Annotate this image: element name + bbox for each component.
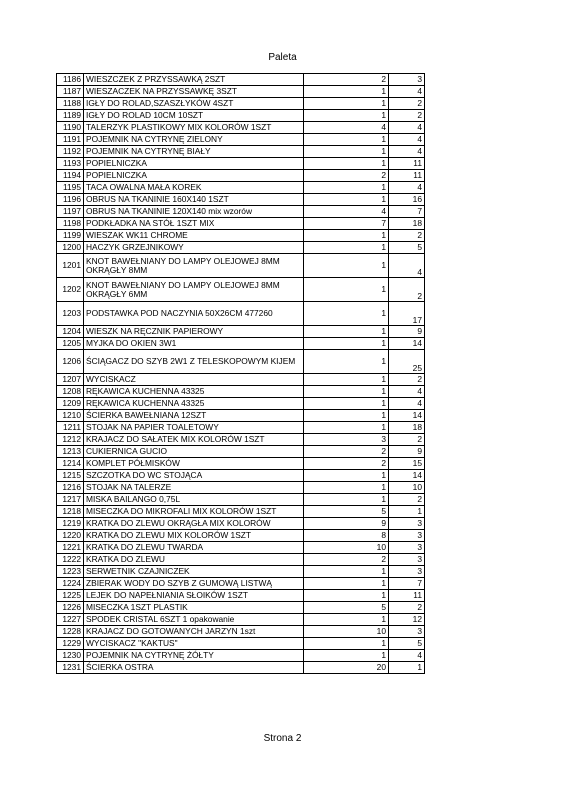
table-row: [57, 386, 425, 398]
item-name: STOJAK NA TALERZE: [84, 482, 304, 494]
row-id: 1195: [57, 182, 84, 194]
item-name: POPIELNICZKA: [84, 170, 304, 182]
row-id: 1213: [57, 446, 84, 458]
table-row: [57, 638, 425, 650]
item-pallet: 3: [389, 542, 425, 554]
row-id: 1198: [57, 218, 84, 230]
item-pallet: 4: [389, 386, 425, 398]
row-id: 1231: [57, 662, 84, 674]
item-name: HACZYK GRZEJNIKOWY: [84, 242, 304, 254]
item-quantity: 2: [304, 170, 389, 182]
item-quantity: 1: [304, 326, 389, 338]
table-row: [57, 518, 425, 530]
item-quantity: 1: [304, 578, 389, 590]
row-id: 1226: [57, 602, 84, 614]
row-id: 1202: [57, 278, 84, 302]
table-row: [57, 170, 425, 182]
row-id: 1221: [57, 542, 84, 554]
item-name: POJEMNIK NA CYTRYNĘ BIAŁY: [84, 146, 304, 158]
item-pallet: 4: [389, 134, 425, 146]
item-name: WYCISKACZ "KAKTUS": [84, 638, 304, 650]
item-pallet: 18: [389, 218, 425, 230]
row-id: 1215: [57, 470, 84, 482]
item-pallet: 9: [389, 446, 425, 458]
item-pallet: 7: [389, 206, 425, 218]
table-row: [57, 434, 425, 446]
row-id: 1196: [57, 194, 84, 206]
item-quantity: 1: [304, 638, 389, 650]
item-name: KRATKA DO ZLEWU: [84, 554, 304, 566]
row-id: 1214: [57, 458, 84, 470]
item-pallet: 11: [389, 170, 425, 182]
row-id: 1224: [57, 578, 84, 590]
item-name: ŚCIĄGACZ DO SZYB 2W1 Z TELESKOPOWYM KIJEM: [84, 350, 304, 374]
table-row: [57, 530, 425, 542]
item-name: TACA OWALNA MAŁA KOREK: [84, 182, 304, 194]
table-row: [57, 194, 425, 206]
table-row: [57, 470, 425, 482]
item-quantity: 1: [304, 494, 389, 506]
item-name: RĘKAWICA KUCHENNA 43325: [84, 386, 304, 398]
table-row: [57, 146, 425, 158]
table-row: [57, 578, 425, 590]
item-name: LEJEK DO NAPEŁNIANIA SŁOIKÓW 1SZT: [84, 590, 304, 602]
table-row: [57, 374, 425, 386]
item-quantity: 2: [304, 446, 389, 458]
item-name: ŚCIERKA OSTRA: [84, 662, 304, 674]
item-quantity: 1: [304, 410, 389, 422]
row-id: 1191: [57, 134, 84, 146]
row-id: 1190: [57, 122, 84, 134]
item-quantity: 1: [304, 134, 389, 146]
item-quantity: 8: [304, 530, 389, 542]
items-table: [56, 73, 425, 674]
row-id: 1201: [57, 254, 84, 278]
item-quantity: 1: [304, 194, 389, 206]
item-pallet: 5: [389, 638, 425, 650]
item-quantity: 5: [304, 602, 389, 614]
item-quantity: 1: [304, 110, 389, 122]
row-id: 1229: [57, 638, 84, 650]
item-pallet: 18: [389, 422, 425, 434]
item-pallet: 2: [389, 494, 425, 506]
item-pallet: 12: [389, 614, 425, 626]
row-id: 1228: [57, 626, 84, 638]
row-id: 1193: [57, 158, 84, 170]
item-pallet: 1: [389, 506, 425, 518]
row-id: 1199: [57, 230, 84, 242]
item-quantity: 1: [304, 482, 389, 494]
item-quantity: 20: [304, 662, 389, 674]
item-pallet: 5: [389, 242, 425, 254]
table-row: [57, 86, 425, 98]
row-id: 1216: [57, 482, 84, 494]
table-row: [57, 554, 425, 566]
item-pallet: 2: [389, 434, 425, 446]
item-name: ŚCIERKA BAWEŁNIANA 12SZT: [84, 410, 304, 422]
table-row: [57, 446, 425, 458]
item-pallet: 4: [389, 254, 425, 278]
table-row: [57, 206, 425, 218]
row-id: 1211: [57, 422, 84, 434]
item-quantity: 4: [304, 122, 389, 134]
row-id: 1212: [57, 434, 84, 446]
row-id: 1206: [57, 350, 84, 374]
table-row: [57, 458, 425, 470]
item-pallet: 4: [389, 146, 425, 158]
row-id: 1227: [57, 614, 84, 626]
item-pallet: 25: [389, 350, 425, 374]
table-row: [57, 398, 425, 410]
row-id: 1200: [57, 242, 84, 254]
item-quantity: 1: [304, 422, 389, 434]
table-row: [57, 602, 425, 614]
item-pallet: 4: [389, 398, 425, 410]
item-name: KRATKA DO ZLEWU TWARDA: [84, 542, 304, 554]
row-id: 1203: [57, 302, 84, 326]
item-name: KNOT BAWEŁNIANY DO LAMPY OLEJOWEJ 8MM OKRĄGŁY 8MM: [84, 254, 304, 278]
item-pallet: 9: [389, 326, 425, 338]
table-row: [57, 242, 425, 254]
table-row: [57, 110, 425, 122]
table-row: [57, 74, 425, 86]
items-table-body: [57, 74, 425, 674]
item-name: IGŁY DO ROLAD,SZASZŁYKÓW 4SZT: [84, 98, 304, 110]
table-row: [57, 326, 425, 338]
row-id: 1205: [57, 338, 84, 350]
item-quantity: 1: [304, 374, 389, 386]
item-quantity: 1: [304, 278, 389, 302]
row-id: 1210: [57, 410, 84, 422]
row-id: 1209: [57, 398, 84, 410]
table-row: [57, 410, 425, 422]
table-row: [57, 302, 425, 326]
item-name: WIESZCZEK Z PRZYSSAWKĄ 2SZT: [84, 74, 304, 86]
item-quantity: 1: [304, 470, 389, 482]
page-header-title: Paleta: [268, 52, 297, 63]
item-quantity: 1: [304, 350, 389, 374]
item-quantity: 2: [304, 74, 389, 86]
item-quantity: 1: [304, 614, 389, 626]
table-row: [57, 590, 425, 602]
table-row: [57, 98, 425, 110]
row-id: 1197: [57, 206, 84, 218]
table-row: [57, 566, 425, 578]
item-name: SPODEK CRISTAL 6SZT 1 opakowanie: [84, 614, 304, 626]
item-name: RĘKAWICA KUCHENNA 43325: [84, 398, 304, 410]
row-id: 1222: [57, 554, 84, 566]
item-quantity: 1: [304, 398, 389, 410]
item-quantity: 1: [304, 86, 389, 98]
item-pallet: 11: [389, 158, 425, 170]
item-pallet: 4: [389, 182, 425, 194]
item-quantity: 1: [304, 146, 389, 158]
item-name: MISKA BAILANGO 0,75L: [84, 494, 304, 506]
item-quantity: 1: [304, 242, 389, 254]
row-id: 1186: [57, 74, 84, 86]
row-id: 1208: [57, 386, 84, 398]
row-id: 1204: [57, 326, 84, 338]
item-name: IGŁY DO ROLAD 10CM 10SZT: [84, 110, 304, 122]
item-pallet: 3: [389, 554, 425, 566]
item-quantity: 1: [304, 158, 389, 170]
item-pallet: 3: [389, 530, 425, 542]
item-quantity: 2: [304, 458, 389, 470]
item-name: KOMPLET PÓŁMISKÓW: [84, 458, 304, 470]
item-quantity: 1: [304, 386, 389, 398]
item-quantity: 3: [304, 434, 389, 446]
item-quantity: 9: [304, 518, 389, 530]
item-quantity: 1: [304, 230, 389, 242]
row-id: 1188: [57, 98, 84, 110]
row-id: 1207: [57, 374, 84, 386]
item-pallet: 3: [389, 518, 425, 530]
item-pallet: 4: [389, 86, 425, 98]
item-pallet: 2: [389, 602, 425, 614]
row-id: 1225: [57, 590, 84, 602]
item-quantity: 1: [304, 254, 389, 278]
row-id: 1220: [57, 530, 84, 542]
row-id: 1218: [57, 506, 84, 518]
item-quantity: 1: [304, 182, 389, 194]
item-quantity: 2: [304, 554, 389, 566]
item-quantity: 4: [304, 206, 389, 218]
item-pallet: 10: [389, 482, 425, 494]
table-row: [57, 626, 425, 638]
item-pallet: 17: [389, 302, 425, 326]
item-pallet: 11: [389, 590, 425, 602]
item-name: MYJKA DO OKIEN 3W1: [84, 338, 304, 350]
item-name: PODSTAWKA POD NACZYNIA 50X26CM 477260: [84, 302, 304, 326]
table-row: [57, 422, 425, 434]
row-id: 1194: [57, 170, 84, 182]
item-quantity: 1: [304, 338, 389, 350]
table-row: [57, 134, 425, 146]
item-pallet: 16: [389, 194, 425, 206]
item-quantity: 7: [304, 218, 389, 230]
item-quantity: 1: [304, 650, 389, 662]
item-name: KRATKA DO ZLEWU OKRĄGŁA MIX KOLORÓW: [84, 518, 304, 530]
item-name: MISECZKA 1SZT PLASTIK: [84, 602, 304, 614]
item-name: MISECZKA DO MIKROFALI MIX KOLORÓW 1SZT: [84, 506, 304, 518]
row-id: 1189: [57, 110, 84, 122]
item-name: KRATKA DO ZLEWU MIX KOLORÓW 1SZT: [84, 530, 304, 542]
item-pallet: 2: [389, 230, 425, 242]
table-row: [57, 506, 425, 518]
item-name: POJEMNIK NA CYTRYNĘ ZIELONY: [84, 134, 304, 146]
item-pallet: 2: [389, 98, 425, 110]
table-row: [57, 122, 425, 134]
item-name: POPIELNICZKA: [84, 158, 304, 170]
item-pallet: 2: [389, 374, 425, 386]
row-id: 1223: [57, 566, 84, 578]
item-name: KRAJACZ DO SAŁATEK MIX KOLORÓW 1SZT: [84, 434, 304, 446]
item-pallet: 2: [389, 110, 425, 122]
item-name: WIESZAK WK11 CHROME: [84, 230, 304, 242]
table-row: [57, 254, 425, 278]
row-id: 1219: [57, 518, 84, 530]
table-row: [57, 494, 425, 506]
item-pallet: 4: [389, 650, 425, 662]
item-name: WIESZK NA RĘCZNIK PAPIEROWY: [84, 326, 304, 338]
row-id: 1187: [57, 86, 84, 98]
page-footer-number: Strona 2: [263, 733, 302, 744]
item-quantity: 5: [304, 506, 389, 518]
table-row: [57, 278, 425, 302]
table-row: [57, 542, 425, 554]
item-pallet: 14: [389, 338, 425, 350]
table-row: [57, 218, 425, 230]
item-quantity: 1: [304, 302, 389, 326]
item-quantity: 1: [304, 98, 389, 110]
item-quantity: 1: [304, 566, 389, 578]
item-pallet: 3: [389, 74, 425, 86]
item-pallet: 7: [389, 578, 425, 590]
table-row: [57, 350, 425, 374]
row-id: 1217: [57, 494, 84, 506]
item-name: PODKŁADKA NA STÓŁ 1SZT MIX: [84, 218, 304, 230]
item-name: WIESZACZEK NA PRZYSSAWKĘ 3SZT: [84, 86, 304, 98]
table-row: [57, 482, 425, 494]
item-name: STOJAK NA PAPIER TOALETOWY: [84, 422, 304, 434]
item-pallet: 3: [389, 566, 425, 578]
item-name: OBRUS NA TKANINIE 160X140 1SZT: [84, 194, 304, 206]
item-name: POJEMNIK NA CYTRYNĘ ŻÓŁTY: [84, 650, 304, 662]
row-id: 1192: [57, 146, 84, 158]
table-row: [57, 614, 425, 626]
table-row: [57, 182, 425, 194]
item-name: SERWETNIK CZAJNICZEK: [84, 566, 304, 578]
table-row: [57, 230, 425, 242]
table-row: [57, 338, 425, 350]
item-name: OBRUS NA TKANINIE 120X140 mix wzorów: [84, 206, 304, 218]
item-name: WYCISKACZ: [84, 374, 304, 386]
item-quantity: 10: [304, 542, 389, 554]
item-pallet: 3: [389, 626, 425, 638]
table-row: [57, 158, 425, 170]
item-pallet: 2: [389, 278, 425, 302]
item-name: KRAJACZ DO GOTOWANYCH JARZYN 1szt: [84, 626, 304, 638]
row-id: 1230: [57, 650, 84, 662]
table-row: [57, 662, 425, 674]
item-pallet: 15: [389, 458, 425, 470]
item-name: TALERZYK PLASTIKOWY MIX KOLORÓW 1SZT: [84, 122, 304, 134]
item-quantity: 10: [304, 626, 389, 638]
item-pallet: 14: [389, 470, 425, 482]
item-pallet: 14: [389, 410, 425, 422]
table-row: [57, 650, 425, 662]
item-pallet: 4: [389, 122, 425, 134]
item-pallet: 1: [389, 662, 425, 674]
item-name: CUKIERNICA GUCIO: [84, 446, 304, 458]
item-name: KNOT BAWEŁNIANY DO LAMPY OLEJOWEJ 8MM OKRĄGŁY 6MM: [84, 278, 304, 302]
item-name: ZBIERAK WODY DO SZYB Z GUMOWĄ LISTWĄ: [84, 578, 304, 590]
item-quantity: 1: [304, 590, 389, 602]
item-name: SZCZOTKA DO WC STOJĄCA: [84, 470, 304, 482]
